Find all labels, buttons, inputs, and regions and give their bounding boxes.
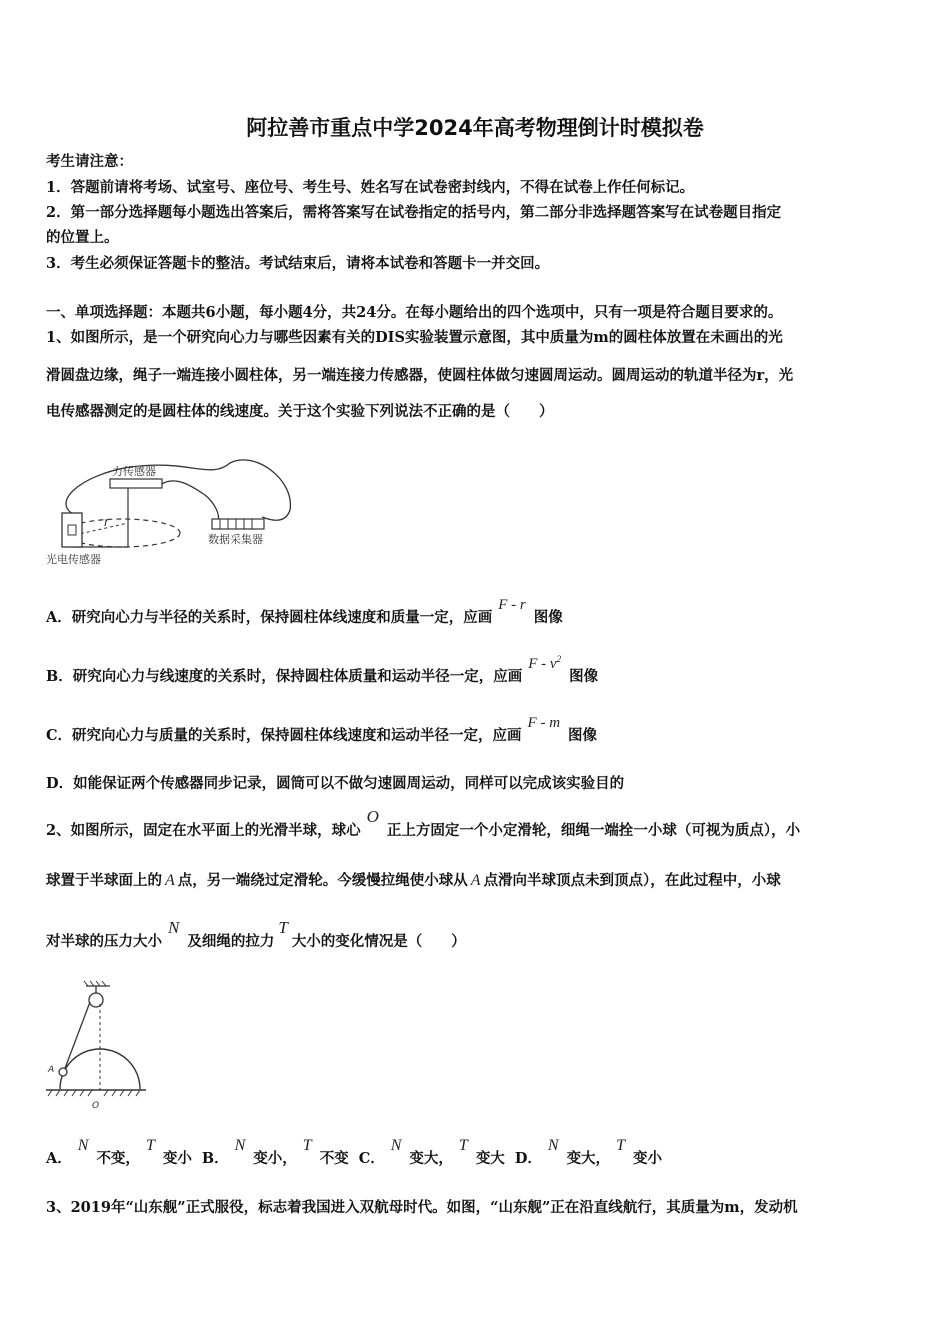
q2-symbol-O: O [366, 807, 379, 826]
q2-option-d-N: N [547, 1137, 559, 1154]
q2-figure-ground-hatch [56, 1090, 60, 1096]
q1-figure-force-sensor-box [110, 479, 162, 488]
q1-option-b-suffix: 图像 [569, 668, 599, 685]
q1-option-a-math: F - r [498, 597, 526, 613]
q1-stem-line-1: 1、如图所示，是一个研究向心力与哪些因素有关的DIS实验装置示意图，其中质量为m的圆柱体放置在未画出的光 [46, 329, 783, 346]
q1-figure-data-collector-label: 数据采集器 [208, 533, 263, 546]
q2-option-b-N-change: 变小， [253, 1150, 297, 1167]
q1-figure-radius-line [75, 523, 128, 535]
q2-stem-line-2-b: 点，另一端绕过定滑轮。今缓慢拉绳使小球从 [177, 872, 468, 889]
q2-figure-ground-hatch [120, 1090, 124, 1096]
q2-figure-ground-hatch [112, 1090, 116, 1096]
q2-figure-ground-hatch [128, 1090, 132, 1096]
q2-option-d-T-change: 变小 [632, 1150, 662, 1167]
q1-option-c-text: C．研究向心力与质量的关系时，保持圆柱体线速度和运动半径一定，应画 [46, 727, 522, 744]
q2-figure-ground-hatch [80, 1090, 84, 1096]
q2-figure-ceiling-hatch [102, 981, 106, 986]
q2-figure-ball [59, 1068, 67, 1076]
q2-figure-ground-hatch [136, 1090, 140, 1096]
notice-item-2-cont: 的位置上。 [46, 229, 119, 246]
q2-option-c-N-change: 变大， [409, 1150, 453, 1167]
q1-option-b-math [528, 654, 561, 673]
q1-option-a-text: A．研究向心力与半径的关系时，保持圆柱体线速度和质量一定，应画 [46, 609, 493, 626]
q2-stem-line-3-b: 及细绳的拉力 [187, 933, 275, 950]
q1-stem-line-3: 电传感器测定的是圆柱体的线速度。关于这个实验下列说法不正确的是（ ） [46, 403, 554, 420]
q2-figure-pulley [89, 993, 103, 1007]
q2-stem-line-2 [46, 869, 781, 890]
q1-option-b-text: B．研究向心力与线速度的关系时，保持圆柱体质量和运动半径一定，应画 [46, 668, 523, 685]
q2-option-c-label: C． [358, 1150, 385, 1167]
q2-stem-line-2-a: 球置于半球面上的 [46, 872, 162, 889]
q2-option-c-T-change: 变大 [475, 1150, 505, 1167]
notice-item-2: 2．第一部分选择题每小题选出答案后，需将答案写在试卷指定的括号内，第二部分非选择题答案写在试卷题目指定 [46, 204, 782, 221]
q1-option-c [46, 715, 598, 745]
q1-option-b-math-base: F - v [528, 656, 557, 672]
q2-symbol-T: T [278, 918, 288, 937]
q2-option-b-T-change: 不变 [319, 1150, 349, 1167]
q2-figure-ceiling-hatch [84, 981, 88, 986]
q2-option-a-N-change: 不变， [96, 1150, 140, 1167]
q1-option-c-suffix: 图像 [568, 727, 598, 744]
q1-option-b [46, 654, 599, 686]
q1-figure-sensor-cable [160, 481, 218, 520]
q2-figure-ground-hatch [48, 1090, 52, 1096]
q2-option-d-N-change: 变大， [566, 1150, 611, 1167]
q2-figure-ground-hatch [104, 1090, 108, 1096]
q2-stem-line-1-a: 2、如图所示，固定在水平面上的光滑半球，球心 [46, 822, 361, 839]
page-title: 阿拉善市重点中学2024年高考物理倒计时模拟卷 [246, 116, 704, 140]
q2-figure-ground-hatch [72, 1090, 76, 1096]
q2-figure-rope [64, 1002, 90, 1071]
q2-symbol-A: A [470, 872, 481, 889]
q2-option-c-T: T [458, 1137, 468, 1154]
q2-stem-line-1 [46, 807, 801, 840]
q2-symbol-A: A [165, 872, 175, 889]
q1-figure-photo-sensor-box [62, 513, 82, 547]
notice-item-1: 1．答题前请将考场、试室号、座位号、考生号、姓名写在试卷密封线内，不得在试卷上作任何标记。 [46, 179, 695, 196]
q2-option-a-label: A． [46, 1150, 72, 1167]
q2-option-d-label: D． [514, 1150, 542, 1167]
q2-option-d-T: T [616, 1137, 625, 1154]
q2-option-b-T: T [302, 1137, 312, 1154]
q2-option-b-label: B． [201, 1150, 229, 1167]
q2-symbol-N: N [168, 918, 180, 937]
q1-figure-force-sensor-label: 力传感器 [112, 465, 156, 478]
q2-options [46, 1137, 662, 1168]
q2-figure-hemisphere [44, 972, 154, 1118]
notice-item-3: 3．考生必须保证答题卡的整洁。考试结束后，请将本试卷和答题卡一并交回。 [46, 255, 550, 272]
q1-figure-cable [66, 460, 290, 520]
q2-option-c-N: N [390, 1137, 402, 1154]
q2-stem-line-2-c: 点滑向半球顶点未到顶点），在此过程中，小球 [483, 872, 781, 889]
q2-stem-line-1-b: 正上方固定一个小定滑轮，细绳一端拴一小球（可视为质点），小 [386, 822, 801, 839]
q2-stem-line-3-a: 对半球的压力大小 [46, 933, 162, 950]
q2-figure-ceiling-hatch [96, 981, 100, 986]
q1-figure-photo-sensor-label: 光电传感器 [46, 553, 101, 566]
notice-heading: 考生请注意： [46, 153, 133, 170]
q1-option-d: D．如能保证两个传感器同步记录，圆筒可以不做匀速圆周运动，同样可以完成该实验目的 [46, 775, 625, 792]
q2-figure-ceiling-hatch [90, 981, 94, 986]
q2-figure-ground-hatch [64, 1090, 68, 1096]
q1-option-a [46, 597, 563, 627]
q2-option-a-T: T [145, 1137, 155, 1154]
q2-option-b-N: N [234, 1137, 246, 1154]
q2-figure-O-label: O [92, 1101, 100, 1111]
section-heading: 一、单项选择题：本题共6小题，每小题4分，共24分。在每小题给出的四个选项中，只有一项是符合题目要求的。 [46, 304, 783, 321]
q2-stem-line-3 [46, 918, 466, 951]
q2-option-a-N: N [77, 1137, 89, 1154]
q1-figure-r-label: r [104, 515, 109, 529]
q2-figure-ground-hatch [88, 1090, 92, 1096]
q1-option-b-math-exponent: 2 [556, 654, 562, 664]
q1-option-a-suffix: 图像 [533, 609, 563, 626]
q2-stem-line-3-c: 大小的变化情况是（ ） [291, 933, 466, 950]
q3-stem-line-1: 3、2019年“山东舰”正式服役，标志着我国进入双航母时代。如图，“山东舰”正在沿直线航行，其质量为m，发动机 [46, 1199, 798, 1216]
q1-option-c-math: F - m [527, 715, 561, 731]
q1-figure-dis-apparatus [40, 455, 300, 575]
q1-stem-line-2: 滑圆盘边缘，绳子一端连接小圆柱体，另一端连接力传感器，使圆柱体做匀速圆周运动。圆周运动的轨道半径为r，光 [46, 367, 794, 384]
q2-option-a-T-change: 变小 [162, 1150, 192, 1167]
q2-figure-A-label: A [48, 1065, 55, 1075]
